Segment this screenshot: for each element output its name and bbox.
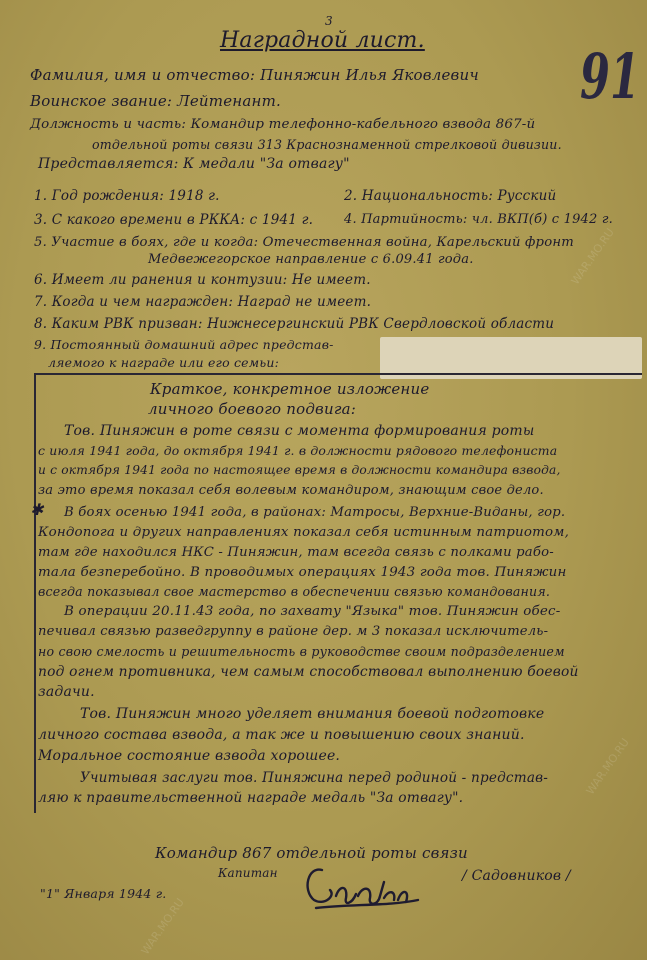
field-nominated: Представляется: К медали "За отвагу" xyxy=(38,156,350,172)
watermark: WAR.MO.RU xyxy=(568,225,617,288)
field-battles: 5. Участие в боях, где и когда: Отечественная война, Карельский фронт xyxy=(34,235,574,250)
star-mark: ✱ xyxy=(30,500,44,519)
feat-line: личного состава взвода, а так же и повышению своих знаний. xyxy=(38,727,525,743)
frame-left xyxy=(34,373,36,813)
feat-heading: Краткое, конкретное изложение xyxy=(150,380,430,398)
field-position: Должность и часть: Командир телефонно-кабельного взвода 867-й xyxy=(30,117,536,132)
handwritten-signature xyxy=(300,860,420,914)
feat-line: под огнем противника, чем самым способствовал выполнению боевой xyxy=(38,664,579,680)
signatory-position: Командир 867 отдельной роты связи xyxy=(155,844,468,862)
document-date: "1" Января 1944 г. xyxy=(40,886,167,901)
field-birth-year: 1. Год рождения: 1918 г. xyxy=(34,188,220,204)
signatory-rank: Капитан xyxy=(218,866,278,880)
page-number: 3 xyxy=(325,14,333,28)
feat-line: Моральное состояние взвода хорошее. xyxy=(38,748,341,764)
field-wounds: 6. Имеет ли ранения и контузии: Не имеет. xyxy=(34,272,371,288)
feat-line: Тов. Пиняжин много уделяет внимания боевой подготовке xyxy=(80,706,545,722)
feat-line: Учитывая заслуги тов. Пиняжина перед родиной - представ- xyxy=(80,770,549,786)
feat-line: всегда показывал свое мастерство в обеспечении связью командования. xyxy=(38,584,551,599)
field-name: Фамилия, имя и отчество: Пиняжин Илья Яковлевич xyxy=(30,66,479,84)
watermark: WAR.MO.RU xyxy=(583,735,632,798)
feat-line: В операции 20.11.43 года, по захвату "Языка" тов. Пиняжин обес- xyxy=(64,604,561,619)
feat-line: там где находился НКС - Пиняжин, там всегда связь с полками рабо- xyxy=(38,545,554,560)
feat-line: Кондопога и других направлениях показал себя истинным патриотом, xyxy=(38,525,570,540)
field-address-cont: ляемого к награде или его семьи: xyxy=(48,355,280,370)
feat-line: и с октября 1941 года по настоящее время в должности командира взвода, xyxy=(38,463,561,477)
field-party: 4. Партийность: чл. ВКП(б) с 1942 г. xyxy=(344,212,613,227)
field-rank: Воинское звание: Лейтенант. xyxy=(30,92,281,110)
field-address: 9. Постоянный домашний адрес представ- xyxy=(34,337,334,352)
field-drafted: 8. Каким РВК призван: Нижнесергинский РВК Свердловской области xyxy=(34,316,555,332)
feat-line: печивал связью разведгруппу в районе дер. м 3 показал исключитель- xyxy=(38,624,549,639)
signatory-name: / Садовников / xyxy=(462,868,571,884)
feat-line: задачи. xyxy=(38,684,95,700)
feat-line: тала безперебойно. В проводимых операциях 1943 года тов. Пиняжин xyxy=(38,565,567,580)
watermark: WAR.MO.RU xyxy=(138,895,187,958)
feat-line: Тов. Пиняжин в роте связи с момента формирования роты xyxy=(64,423,535,439)
field-awards: 7. Когда и чем награжден: Наград не имеет. xyxy=(34,294,372,310)
feat-line: но свою смелость и решительность в руководстве своим подразделением xyxy=(38,644,565,659)
field-battles-cont: Медвежегорское направление с 6.09.41 года. xyxy=(148,252,474,267)
document-title: Наградной лист. xyxy=(220,28,425,53)
archive-number: 91 xyxy=(580,40,640,113)
feat-heading-cont: личного боевого подвига: xyxy=(148,400,357,418)
field-nationality: 2. Национальность: Русский xyxy=(344,188,557,204)
feat-line: с июля 1941 года, до октября 1941 г. в должности рядового телефониста xyxy=(38,443,558,458)
frame-top xyxy=(34,373,642,375)
field-service-since: 3. С какого времени в РККА: с 1941 г. xyxy=(34,212,314,228)
field-position-cont: отдельной роты связи 313 Краснознаменной стрелковой дивизии. xyxy=(92,137,562,152)
feat-line: В боях осенью 1941 года, в районах: Матросы, Верхние-Виданы, гор. xyxy=(64,505,566,520)
feat-line: за это время показал себя волевым командиром, знающим свое дело. xyxy=(38,483,544,498)
feat-line: ляю к правительственной награде медаль "За отвагу". xyxy=(38,790,464,806)
